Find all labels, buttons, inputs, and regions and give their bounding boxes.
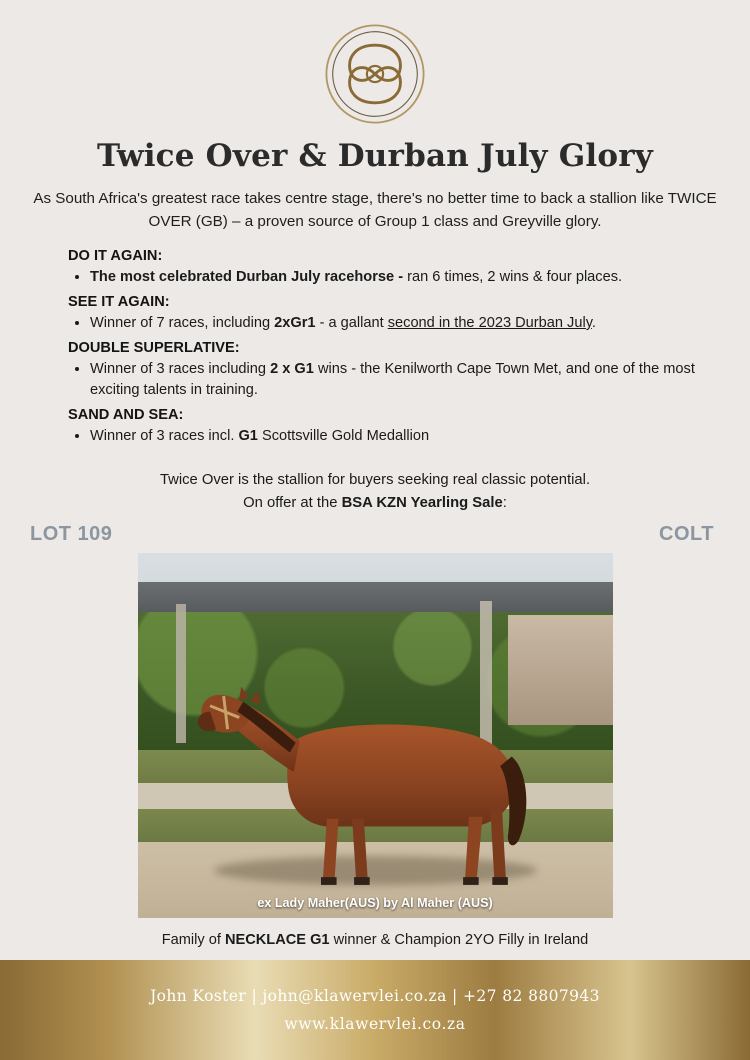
bullet-rest: wins - the Kenilworth Cape Town Met, and one of the most exciting talents in training.: [90, 360, 695, 399]
logo-container: [0, 0, 750, 132]
bullet-bold: The most celebrated Durban July racehorse -: [90, 268, 404, 285]
bullet-underlined: second in the 2023 Durban July: [387, 314, 592, 331]
section-sand-and-sea: [68, 407, 710, 447]
bullet-pre: Winner of 3 races including: [90, 360, 271, 377]
photo-caption: ex Lady Maher(AUS) by Al Maher (AUS): [257, 896, 493, 911]
family-line: [0, 932, 750, 948]
intro-paragraph: As South Africa's greatest race takes centre stage, there's no better time to back a stallion like TWICE OVER (GB) – a proven source of Group 1 class and Greyville glory.: [33, 190, 717, 230]
section-heading: SAND AND SEA:: [68, 407, 184, 424]
footer-bar: [0, 960, 750, 1060]
section-heading: SEE IT AGAIN:: [68, 293, 170, 310]
highlight-sections: [0, 248, 750, 454]
lot-sex: COLT: [659, 523, 714, 546]
bullet-rest: .: [591, 314, 596, 331]
list-item: [90, 425, 710, 447]
section-do-it-again: [68, 248, 710, 288]
list-item: [90, 312, 710, 334]
bullet-bold: 2 x G1: [270, 360, 314, 377]
family-post: winner & Champion 2YO Filly in Ireland: [329, 932, 589, 949]
colt-photo: [138, 553, 613, 918]
page-title: Twice Over & Durban July Glory: [96, 138, 654, 174]
family-pre: Family of: [161, 932, 225, 949]
sale-name: BSA KZN Yearling Sale: [341, 495, 503, 512]
list-item: [90, 266, 710, 288]
lot-number: LOT 109: [30, 523, 113, 546]
footer-contact[interactable]: John Koster | john@klawervlei.co.za | +27 82 8807943: [150, 987, 600, 1005]
closing-pre: On offer at the: [243, 495, 342, 512]
bullet-rest: ran 6 times, 2 wins & four places.: [403, 268, 623, 285]
closing-line-2: [30, 492, 720, 515]
section-double-superlative: [68, 340, 710, 401]
bullet-rest: Scottsville Gold Medallion: [257, 428, 430, 445]
closing-line-1: Twice Over is the stallion for buyers seeking real classic potential.: [159, 472, 591, 489]
footer-website[interactable]: www.klawervlei.co.za: [284, 1015, 466, 1033]
section-bullet-list: [68, 312, 710, 334]
bullet-mid: - a gallant: [315, 314, 388, 331]
section-bullet-list: [68, 358, 710, 401]
klawervlei-clover-logo-icon: [321, 20, 429, 128]
lot-row: [0, 523, 750, 553]
family-bold: NECKLACE G1: [224, 932, 330, 949]
section-heading: DOUBLE SUPERLATIVE:: [68, 339, 240, 356]
closing-post: :: [502, 495, 507, 512]
bullet-bold: G1: [238, 428, 258, 445]
horse-silhouette-icon: [176, 663, 575, 897]
bullet-pre: Winner of 3 races incl.: [90, 428, 239, 445]
section-bullet-list: [68, 425, 710, 447]
bullet-pre: Winner of 7 races, including: [90, 314, 275, 331]
bullet-bold: 2xGr1: [274, 314, 316, 331]
closing-text: [0, 469, 750, 515]
list-item: [90, 358, 710, 401]
section-heading: DO IT AGAIN:: [68, 247, 163, 264]
section-bullet-list: [68, 266, 710, 288]
section-see-it-again: [68, 294, 710, 334]
